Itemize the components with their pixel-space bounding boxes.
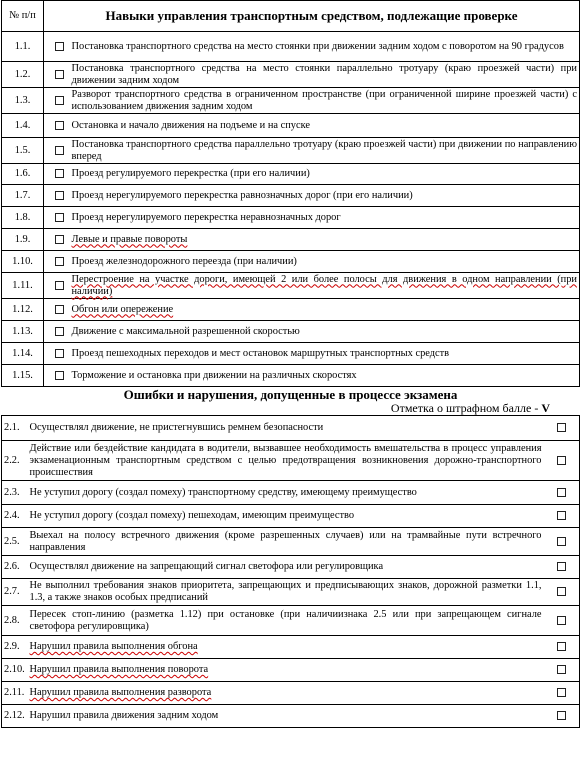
- checkbox-icon[interactable]: [55, 191, 64, 200]
- skill-checkbox[interactable]: [44, 321, 70, 343]
- skill-text-content: Разворот транспортного средства в ограниченном пространстве (при ограниченной ширине проезжей части) с использованием движения задним ходом: [71, 88, 577, 112]
- error-text-content: Не уступил дорогу (создал помеху) пешеходам, имеющим преимущество: [29, 510, 355, 521]
- error-row: [2, 636, 580, 659]
- skill-number: 1.8.: [2, 207, 44, 229]
- skill-text-content: Остановка и начало движения на подъеме и на спуске: [71, 119, 310, 131]
- error-text: [28, 659, 544, 682]
- error-number: 2.4.: [2, 505, 28, 528]
- checkbox-icon[interactable]: [557, 642, 566, 651]
- skill-text: [70, 88, 580, 114]
- error-number: 2.5.: [2, 528, 28, 556]
- error-row: [2, 682, 580, 705]
- error-text-content: Пересек стоп-линию (разметка 1.12) при остановке (при наличиизнака 2.5 или при запрещающем сигнале светофора регулировщика): [29, 608, 542, 632]
- checkbox-icon[interactable]: [557, 616, 566, 625]
- checkbox-icon[interactable]: [55, 42, 64, 51]
- skill-text-content: Проезд нерегулируемого перекрестка равнозначных дорог (при его наличии): [71, 189, 413, 201]
- skill-checkbox[interactable]: [44, 343, 70, 365]
- checkbox-icon[interactable]: [55, 146, 64, 155]
- skill-row: [2, 251, 580, 273]
- skill-number: 1.3.: [2, 88, 44, 114]
- error-text: [28, 606, 544, 636]
- skill-row: [2, 207, 580, 229]
- error-checkbox[interactable]: [544, 416, 580, 441]
- checkbox-icon[interactable]: [557, 488, 566, 497]
- error-text: [28, 505, 544, 528]
- checkbox-icon[interactable]: [557, 711, 566, 720]
- error-checkbox[interactable]: [544, 579, 580, 606]
- error-row: [2, 579, 580, 606]
- skill-number: 1.14.: [2, 343, 44, 365]
- errors-title: Ошибки и нарушения, допущенные в процессе экзамена: [123, 387, 458, 402]
- skill-text: [70, 62, 580, 88]
- skill-text: [70, 229, 580, 251]
- error-row: [2, 705, 580, 728]
- skill-number: 1.7.: [2, 185, 44, 207]
- checkbox-icon[interactable]: [55, 327, 64, 336]
- skill-checkbox[interactable]: [44, 164, 70, 185]
- skills-title: Навыки управления транспортным средством, подлежащие проверке: [44, 1, 580, 32]
- error-row: [2, 556, 580, 579]
- error-checkbox[interactable]: [544, 636, 580, 659]
- error-text: [28, 481, 544, 505]
- error-text-content: Нарушил правила движения задним ходом: [29, 710, 219, 721]
- error-text: [28, 636, 544, 659]
- error-checkbox[interactable]: [544, 705, 580, 728]
- error-text: [28, 556, 544, 579]
- skill-text: [70, 138, 580, 164]
- skill-checkbox[interactable]: [44, 273, 70, 299]
- error-number: 2.8.: [2, 606, 28, 636]
- error-checkbox[interactable]: [544, 556, 580, 579]
- checkbox-icon[interactable]: [55, 235, 64, 244]
- checkbox-icon[interactable]: [55, 349, 64, 358]
- error-checkbox[interactable]: [544, 481, 580, 505]
- errors-table: [1, 415, 580, 728]
- skill-row: [2, 138, 580, 164]
- error-text-content: Не выполнил требования знаков приоритета, запрещающих и предписывающих знаков, дорожной разметки 1.1, 1.3, а также знаков особых предписаний: [29, 580, 542, 603]
- checkbox-icon[interactable]: [55, 96, 64, 105]
- skill-text-content: Левые и правые повороты: [71, 233, 188, 245]
- error-row: [2, 606, 580, 636]
- skill-text-content: Проезд железнодорожного переезда (при наличии): [71, 255, 297, 267]
- skill-text: [70, 164, 580, 185]
- skill-number: 1.12.: [2, 299, 44, 321]
- checkbox-icon[interactable]: [55, 371, 64, 380]
- skill-text-content: Движение с максимальной разрешенной скоростью: [71, 325, 300, 337]
- error-text-content: Нарушил правила выполнения разворота: [29, 687, 212, 698]
- skill-row: [2, 62, 580, 88]
- error-number: 2.12.: [2, 705, 28, 728]
- skill-row: [2, 114, 580, 138]
- error-number: 2.6.: [2, 556, 28, 579]
- checkbox-icon[interactable]: [55, 305, 64, 314]
- header-num: № п/п: [2, 1, 44, 32]
- skill-text-content: Постановка транспортного средства на место стоянки при движении задним ходом с поворотом на 90 градусов: [71, 40, 564, 52]
- checkbox-icon[interactable]: [55, 281, 64, 290]
- skill-checkbox[interactable]: [44, 365, 70, 387]
- error-text-content: Выехал на полосу встречного движения (кроме разрешенных случаев) или на трамвайные пути встречного направления: [29, 529, 542, 553]
- skill-row: [2, 164, 580, 185]
- skill-checkbox[interactable]: [44, 32, 70, 62]
- skill-text: [70, 185, 580, 207]
- checkbox-icon[interactable]: [55, 257, 64, 266]
- skill-number: 1.2.: [2, 62, 44, 88]
- error-row: [2, 416, 580, 441]
- skill-text: [70, 343, 580, 365]
- error-text-content: Действие или бездействие кандидата в водители, вызвавшее необходимость вмешательства в процесс управления экзаменационным транспортным средством с целью предотвращения возникновения дорожно-транспортного происшествия: [29, 442, 542, 478]
- skill-number: 1.4.: [2, 114, 44, 138]
- skill-number: 1.15.: [2, 365, 44, 387]
- skill-row: [2, 273, 580, 299]
- error-text: [28, 441, 544, 481]
- error-number: 2.1.: [2, 416, 28, 441]
- skill-checkbox[interactable]: [44, 114, 70, 138]
- skills-table: [1, 0, 580, 387]
- skill-row: [2, 185, 580, 207]
- error-row: [2, 528, 580, 556]
- skill-row: [2, 299, 580, 321]
- skill-checkbox[interactable]: [44, 251, 70, 273]
- skills-header-row: [2, 1, 580, 32]
- exam-sheet: [1, 0, 580, 728]
- error-row: [2, 441, 580, 481]
- skill-number: 1.11.: [2, 273, 44, 299]
- error-checkbox[interactable]: [544, 528, 580, 556]
- error-checkbox[interactable]: [544, 659, 580, 682]
- skill-text-content: Постановка транспортного средства на место стоянки параллельно тротуару (краю проезжей части) при движении задним ходом: [71, 62, 577, 86]
- error-number: 2.10.: [2, 659, 28, 682]
- skill-text: [70, 365, 580, 387]
- checkbox-icon[interactable]: [55, 169, 64, 178]
- checkbox-icon[interactable]: [557, 537, 566, 546]
- checkbox-icon[interactable]: [557, 587, 566, 596]
- skill-text-content: Проезд нерегулируемого перекрестка неравнозначных дорог: [71, 211, 341, 223]
- skill-checkbox[interactable]: [44, 207, 70, 229]
- error-text: [28, 416, 544, 441]
- skill-text: [70, 114, 580, 138]
- error-text: [28, 682, 544, 705]
- error-checkbox[interactable]: [544, 441, 580, 481]
- checkbox-icon[interactable]: [557, 456, 566, 465]
- skill-text: [70, 321, 580, 343]
- error-row: [2, 505, 580, 528]
- error-number: 2.3.: [2, 481, 28, 505]
- skill-text-content: Проезд регулируемого перекрестка (при его наличии): [71, 168, 310, 179]
- checkbox-icon[interactable]: [55, 121, 64, 130]
- skill-text: [70, 299, 580, 321]
- error-checkbox[interactable]: [544, 505, 580, 528]
- skill-text: [70, 207, 580, 229]
- skill-text-content: Обгон или опережение: [71, 303, 174, 315]
- skill-row: [2, 365, 580, 387]
- error-text: [28, 528, 544, 556]
- error-number: 2.2.: [2, 441, 28, 481]
- error-checkbox[interactable]: [544, 682, 580, 705]
- checkbox-icon[interactable]: [55, 213, 64, 222]
- skill-number: 1.1.: [2, 32, 44, 62]
- checkbox-icon[interactable]: [557, 665, 566, 674]
- skill-text: [70, 251, 580, 273]
- skill-number: 1.6.: [2, 164, 44, 185]
- skill-text-content: Проезд пешеходных переходов и мест остановок маршрутных транспортных средств: [71, 347, 450, 359]
- skill-number: 1.9.: [2, 229, 44, 251]
- error-text: [28, 579, 544, 606]
- error-number: 2.7.: [2, 579, 28, 606]
- skill-text: [70, 32, 580, 62]
- error-checkbox[interactable]: [544, 606, 580, 636]
- skill-row: [2, 88, 580, 114]
- skill-text: [70, 273, 580, 299]
- skill-row: [2, 32, 580, 62]
- skill-text-content: Постановка транспортного средства параллельно тротуару (краю проезжей части) при движении по направлению вперед: [71, 138, 577, 162]
- skill-number: 1.5.: [2, 138, 44, 164]
- error-text: [28, 705, 544, 728]
- error-row: [2, 481, 580, 505]
- error-text-content: Не уступил дорогу (создал помеху) транспортному средству, имеющему преимущество: [29, 486, 417, 498]
- error-text-content: Нарушил правила выполнения обгона: [29, 641, 198, 652]
- skill-checkbox[interactable]: [44, 185, 70, 207]
- error-row: [2, 659, 580, 682]
- penalty-mark-label: Отметка о штрафном балле -: [390, 401, 542, 415]
- skill-checkbox[interactable]: [44, 299, 70, 321]
- skill-row: [2, 229, 580, 251]
- skill-number: 1.10.: [2, 251, 44, 273]
- skill-text-content: Перестроение на участке дороги, имеющей 2 или более полосы для движения в одном направлении (при наличии): [71, 273, 577, 297]
- error-text-content: Осуществлял движение, не пристегнувшись ремнем безопасности: [29, 422, 324, 433]
- penalty-mark-note: [1, 402, 580, 415]
- checkbox-icon[interactable]: [557, 423, 566, 432]
- skill-text-content: Торможение и остановка при движении на различных скоростях: [71, 369, 357, 381]
- error-text-content: Осуществлял движение на запрещающий сигнал светофора или регулировщика: [29, 561, 384, 572]
- skill-checkbox[interactable]: [44, 62, 70, 88]
- checkbox-icon[interactable]: [557, 688, 566, 697]
- skill-checkbox[interactable]: [44, 88, 70, 114]
- skill-checkbox[interactable]: [44, 229, 70, 251]
- checkbox-icon[interactable]: [557, 511, 566, 520]
- skill-checkbox[interactable]: [44, 138, 70, 164]
- checkbox-icon[interactable]: [55, 70, 64, 79]
- skill-row: [2, 321, 580, 343]
- error-number: 2.9.: [2, 636, 28, 659]
- error-text-content: Нарушил правила выполнения поворота: [29, 664, 209, 675]
- skill-row: [2, 343, 580, 365]
- skill-number: 1.13.: [2, 321, 44, 343]
- checkbox-icon[interactable]: [557, 562, 566, 571]
- error-number: 2.11.: [2, 682, 28, 705]
- penalty-mark-symbol: V: [541, 401, 550, 415]
